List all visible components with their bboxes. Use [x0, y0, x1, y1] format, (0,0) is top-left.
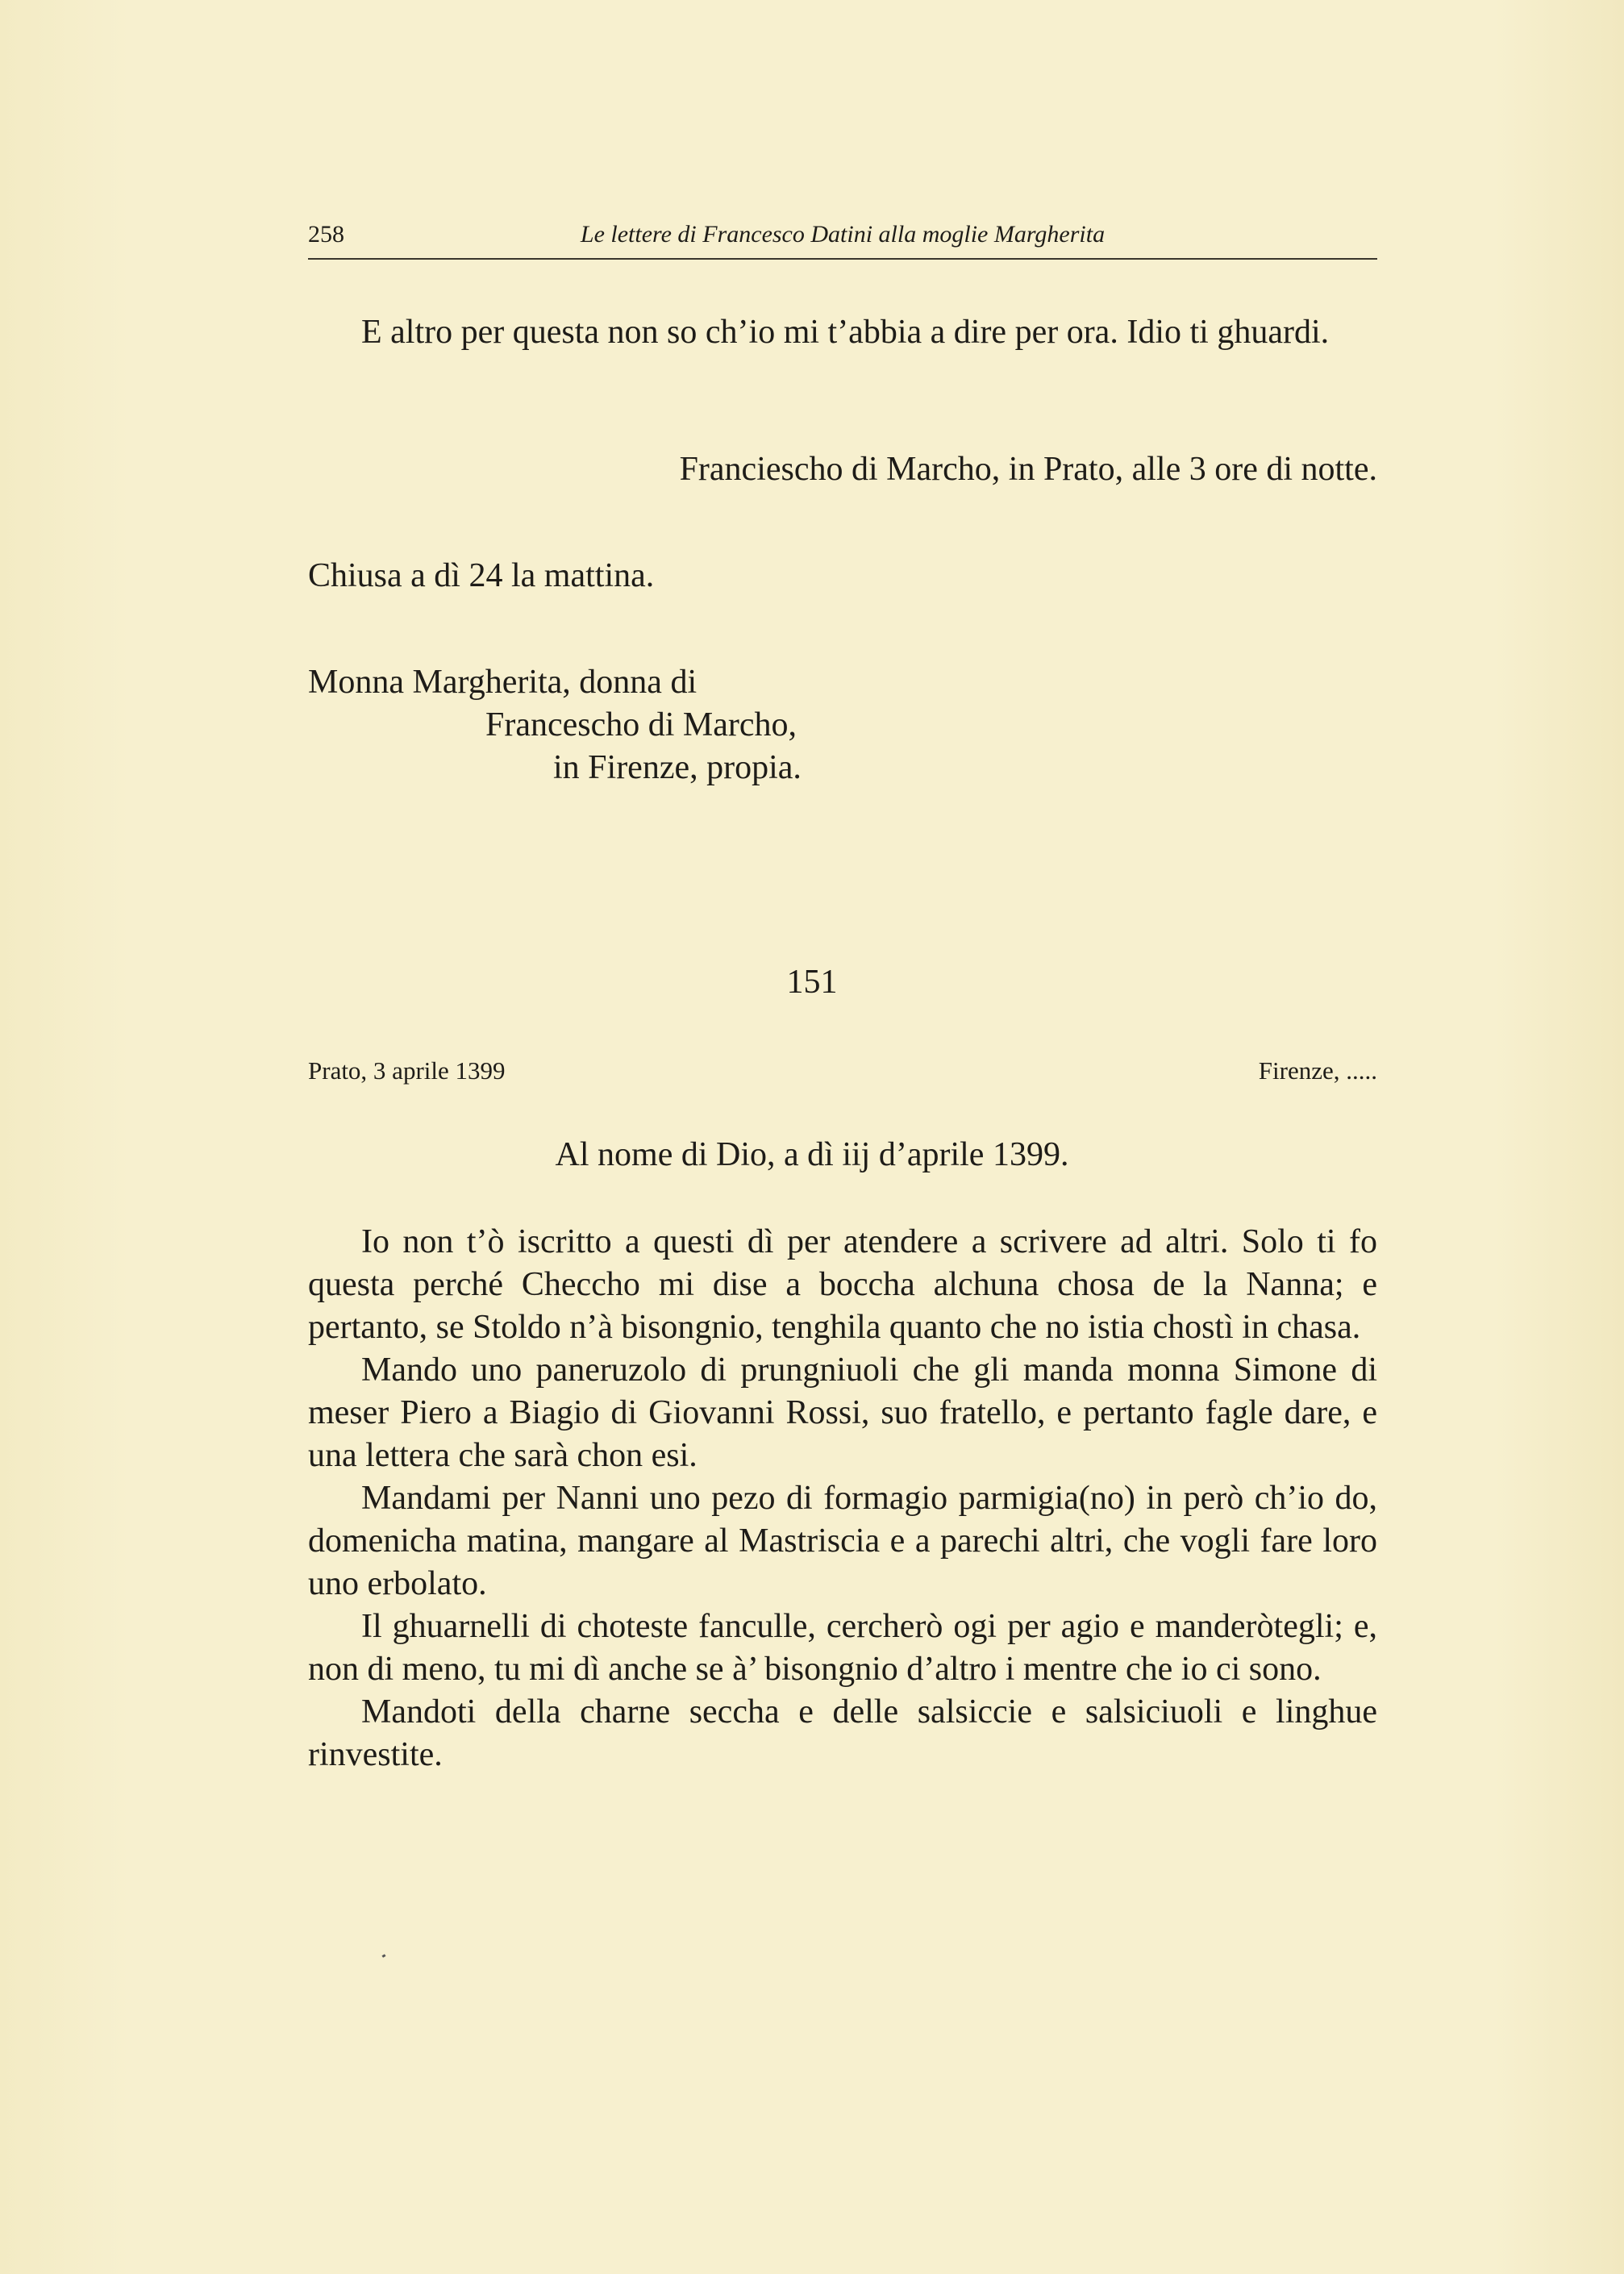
- letter-paragraph: Mando uno paneruzolo di prungniuoli che gli manda monna Simone di meser Piero a Biagio di Giovanni Rossi, suo fratello, e pertanto fagle dare, e una lettera che sarà chon esi.: [308, 1351, 1377, 1474]
- letter-number: 151: [786, 964, 838, 1001]
- closing-paragraph: E altro per questa non so ch’io mi t’abbia a dire per ora. Idio ti ghuardi.: [361, 314, 1330, 351]
- letter-paragraph: Il ghuarnelli di choteste fanculle, cercherò ogi per agio e manderòtegli; e, non di meno, tu mi dì anche se à’ bisongnio d’altro i mentre che io ci sono.: [308, 1608, 1377, 1688]
- page-header: [308, 218, 1377, 260]
- letter-paragraph: Mandoti della charne seccha e delle salsiccie e salsiciuoli e linghue rinvestite.: [308, 1693, 1377, 1773]
- ink-speck: [382, 1954, 386, 1958]
- letter-paragraph: Mandami per Nanni uno pezo di formagio parmigia(no) in però ch’io do, domenicha matina, mangare al Mastriscia e a parechi altri, che vogli fare loro uno erbolato.: [308, 1480, 1377, 1602]
- letter-origin: Prato, 3 aprile 1399: [308, 1056, 506, 1085]
- letter-body: [308, 1221, 1377, 1776]
- letter-paragraph: Io non t’ò iscritto a questi dì per atendere a scrivere ad altri. Solo ti fo questa perché Checcho mi dise a boccha alchuna chosa de la Nanna; e pertanto, se Stoldo n’à bisongnio, tenghila quanto che no istia chostì in chasa.: [308, 1223, 1377, 1346]
- address-line: in Firenze, propia.: [553, 749, 802, 786]
- letter-destination: Firenze, .....: [1258, 1056, 1377, 1085]
- closing-date: Chiusa a dì 24 la mattina.: [308, 557, 655, 594]
- address-line: Francescho di Marcho,: [485, 706, 797, 743]
- address-line: Monna Margherita, donna di: [308, 664, 697, 701]
- running-title: Le lettere di Francesco Datini alla moglie Margherita: [580, 221, 1106, 248]
- closing-paragraph-block: [308, 311, 1377, 354]
- signature: Franciescho di Marcho, in Prato, alle 3 ore di notte.: [679, 451, 1377, 488]
- page-number: 258: [308, 221, 344, 248]
- invocation: Al nome di Dio, a dì iij d’aprile 1399.: [555, 1136, 1069, 1173]
